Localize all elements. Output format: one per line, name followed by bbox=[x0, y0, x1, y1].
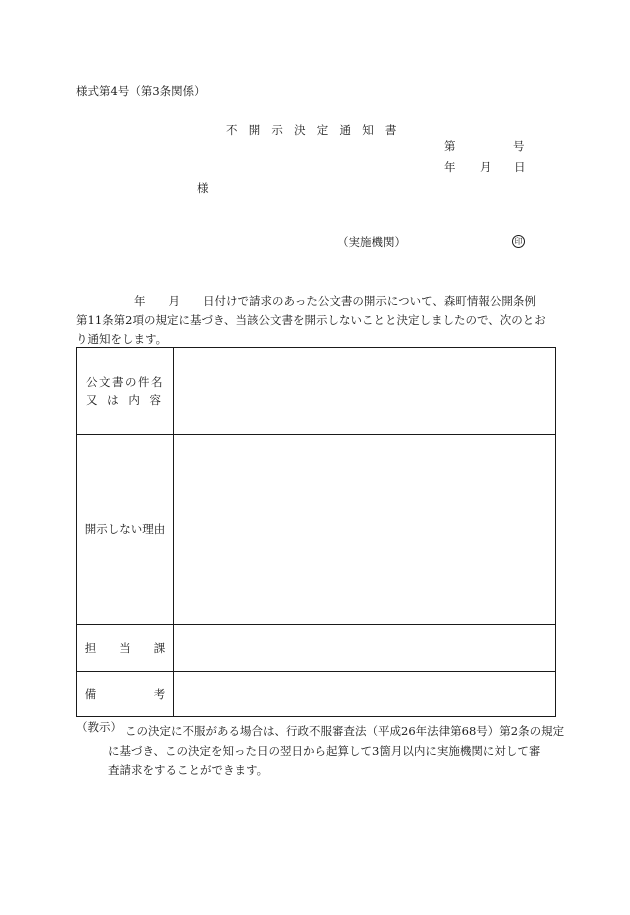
body-line: り通知をします。 bbox=[76, 332, 168, 346]
table-row-reason bbox=[77, 434, 555, 625]
doc-number-prefix: 第 bbox=[444, 139, 456, 153]
agency-label: （実施機関） bbox=[337, 235, 406, 249]
form-number: 様式第4号（第3条関係） bbox=[76, 84, 206, 98]
doc-name-label-line2: 又 は 内 容 bbox=[86, 393, 164, 407]
decision-table bbox=[76, 347, 556, 717]
body-paragraph bbox=[76, 292, 558, 349]
table-row-remarks bbox=[77, 671, 555, 716]
notice-line: 査請求をすることができます。 bbox=[108, 763, 269, 777]
notice-line: に基づき、この決定を知った日の翌日から起算して3箇月以内に実施機関に対して審 bbox=[108, 743, 541, 758]
date-month-label: 月 bbox=[480, 160, 492, 174]
table-row-document-name bbox=[77, 348, 555, 435]
date-year-label: 年 bbox=[444, 160, 456, 174]
notice-text bbox=[108, 722, 565, 781]
reason-label: 開示しない理由 bbox=[84, 522, 166, 536]
addressee-honorific: 様 bbox=[197, 181, 209, 195]
seal-icon: 印 bbox=[512, 235, 525, 248]
doc-number-suffix: 号 bbox=[513, 139, 525, 153]
table-row-department bbox=[77, 624, 555, 672]
department-label: 担 当 課 bbox=[84, 640, 166, 655]
date-day-label: 日 bbox=[514, 160, 526, 174]
body-line: 第11条第2項の規定に基づき、当該公文書を開示しないことと決定しましたので、次のとお bbox=[76, 313, 546, 327]
remarks-label: 備 考 bbox=[84, 686, 166, 701]
document-title: 不開示決定通知書 bbox=[226, 123, 408, 137]
body-line: 年 月 日付けで請求のあった公文書の開示について、森町情報公開条例 bbox=[134, 294, 536, 308]
notice-heading: （教示） bbox=[76, 720, 122, 734]
doc-name-label-line1: 公文書の件名 bbox=[86, 375, 164, 389]
doc-name-label bbox=[77, 348, 173, 434]
notice-line: この決定に不服がある場合は、行政不服審査法（平成26年法律第68号）第2条の規定 bbox=[125, 724, 565, 738]
